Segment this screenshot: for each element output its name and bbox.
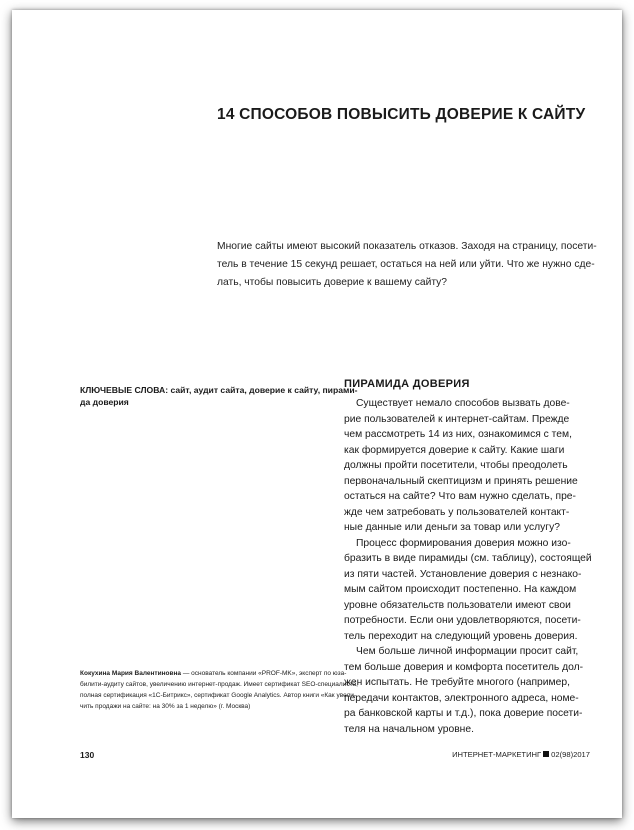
- body-line: теля на начальном уровне.: [344, 723, 474, 735]
- running-footer: [452, 750, 590, 759]
- author-bio-text: — основатель компании «PROF-MK», эксперт по юза-: [181, 670, 347, 677]
- issue-number: 02(98)2017: [551, 750, 590, 759]
- author-name: Кокухина Мария Валентиновна: [80, 670, 182, 677]
- body-line: мым сайтом происходит постепенно. На каждом: [344, 584, 577, 595]
- lead-line: лать, чтобы повысить доверие к вашему сайту?: [217, 277, 448, 289]
- body-line: тель переходит на следующий уровень доверия.: [344, 630, 578, 642]
- body-text: [344, 396, 590, 737]
- section-title: ПИРАМИДА ДОВЕРИЯ: [344, 378, 470, 390]
- body-line: ра банковской карты и т.д.), пока доверие посети-: [344, 708, 583, 719]
- right-column: [344, 378, 590, 737]
- keywords-line: КЛЮЧЕВЫЕ СЛОВА: сайт, аудит сайта, доверие к сайту, пирами-: [80, 385, 358, 395]
- body-line: рие пользователей к интернет-сайтам. Прежде: [344, 413, 570, 425]
- article-lead: [217, 238, 597, 293]
- author-bio-line: [80, 669, 347, 680]
- page-number: 130: [80, 750, 95, 760]
- body-line: Существует немало способов вызвать дове-: [356, 398, 570, 409]
- body-line: потребности. Если они удовлетворяются, посети-: [344, 615, 581, 626]
- body-line: остаться на сайте? Что вам нужно сделать, пре-: [344, 491, 576, 502]
- body-line: как формируется доверие к сайту. Какие шаги: [344, 444, 565, 456]
- author-bio-line: чить продажи на сайте: на 30% за 1 неделю» (г. Москва): [80, 702, 251, 710]
- body-line: передачи контактов, электронного адреса, номе-: [344, 692, 579, 704]
- author-bio-line: билити-аудиту сайтов, увеличению интернет-продаж. Имеет сертификат SEO-специалиста,: [80, 680, 358, 688]
- body-line: ные данные или деньги за товар или услугу?: [344, 522, 560, 533]
- body-line: бразить в виде пирамиды (см. таблицу), состоящей: [344, 553, 592, 564]
- magazine-page: [12, 10, 622, 818]
- lead-line: тель в течение 15 секунд решает, остаться на ней или уйти. Что же нужно сде-: [217, 259, 595, 271]
- body-line: жен испытать. Не требуйте многого (например,: [344, 677, 570, 688]
- keywords-line: да доверия: [80, 396, 129, 407]
- body-line: должны пройти посетители, чтобы преодолеть: [344, 460, 568, 471]
- author-bio-line: полная сертификация «1С-Битрикс», сертификат Google Analytics. Автор книги «Как увели-: [80, 691, 357, 699]
- square-bullet-icon: [543, 751, 549, 757]
- body-line: Чем больше личной информации просит сайт,: [356, 646, 579, 657]
- article-title: 14 СПОСОБОВ ПОВЫСИТЬ ДОВЕРИЕ К САЙТУ: [217, 106, 586, 123]
- body-line: первоначальный скептицизм и принять решение: [344, 475, 578, 487]
- body-line: жде чем затребовать у пользователей контакт-: [344, 506, 570, 518]
- body-line: чем рассмотреть 14 из них, ознакомимся с тем,: [344, 429, 572, 440]
- author-bio: [80, 669, 358, 713]
- keywords: [80, 385, 358, 408]
- lead-line: Многие сайты имеют высокий показатель отказов. Заходя на страницу, посети-: [217, 241, 597, 252]
- body-line: тем больше доверия и комфорта посетитель дол-: [344, 661, 584, 673]
- body-line: уровне обязательств пользователи имеют свои: [344, 599, 571, 611]
- body-line: Процесс формирования доверия можно изо-: [356, 537, 571, 549]
- magazine-name: ИНТЕРНЕТ-МАРКЕТИНГ: [452, 750, 542, 759]
- body-line: из пяти частей. Установление доверия с незнако-: [344, 568, 582, 580]
